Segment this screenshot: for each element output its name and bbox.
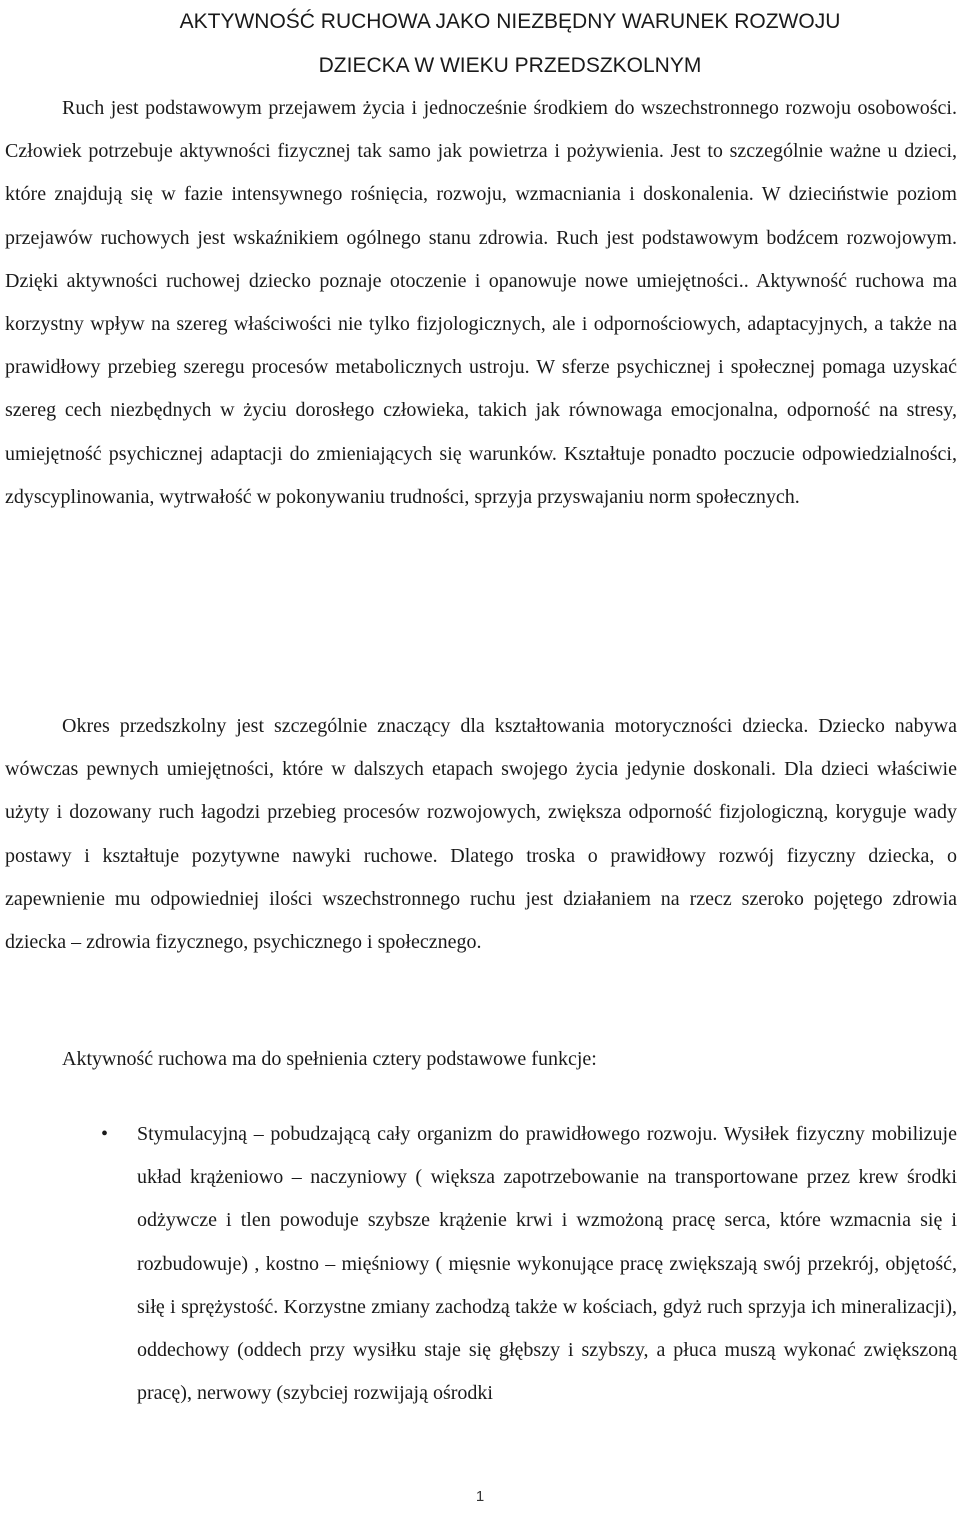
paragraph-preschool: Okres przedszkolny jest szczególnie znaczący dla kształtowania motoryczności dziecka. Dziecko nabywa wówczas pewnych umiejętności, które w dalszych etapach swojego życia jedynie doskonali. Dla dzieci właściwie użyty i dozowany ruch łagodzi przebieg procesów rozwojowych, zwiększa odporność fizjologiczną, koryguje wady postawy i kształtuje pozytywne nawyki ruchowe. Dlatego troska o prawidłowy rozwój fizyczny dziecka, o zapewnienie mu odpowiedniej ilości wszechstronnego ruchu jest działaniem na rzecz szeroko pojętego zdrowia dziecka – zdrowia fizycznego, psychicznego i społecznego. xyxy=(5,715,957,954)
paragraph-intro: Ruch jest podstawowym przejawem życia i jednocześnie środkiem do wszechstronnego rozwoju osobowości. Człowiek potrzebuje aktywności fizycznej tak samo jak powietrza i pożywienia. Jest to szczególnie ważne u dzieci, które znajdują się w fazie intensywnego rośnięcia, rozwoju, wzmacniania i doskonalenia. W dzieciństwie poziom przejawów ruchowych jest wskaźnikiem ogólnego stanu zdrowia. Ruch jest podstawowym bodźcem rozwojowym. Dzięki aktywności ruchowej dziecko poznaje otoczenie i opanowuje nowe umiejętności.. Aktywność ruchowa ma korzystny wpływ na szereg właściwości nie tylko fizjologicznych, ale i odpornościowych, adaptacyjnych, a także na prawidłowy przebieg szeregu procesów metabolicznych ustroju. W sferze psychicznej i społecznej pomaga uzyskać szereg cech niezbędnych w życiu dorosłego człowieka, takich jak równowaga emocjonalna, odporność na stresy, umiejętność psychicznej adaptacji do zmieniających się warunków. Kształtuje ponadto poczucie odpowiedzialności, zdyscyplinowania, wytrwałość w pokonywaniu trudności, sprzyja przyswajaniu norm społecznych. xyxy=(5,97,957,508)
page-number: 1 xyxy=(475,1488,485,1505)
paragraph-functions-intro: Aktywność ruchowa ma do spełnienia cztery podstawowe funkcje: xyxy=(62,1048,597,1070)
bullet-icon: • xyxy=(101,1123,109,1145)
functions-list xyxy=(0,1113,960,1415)
list-item xyxy=(0,1113,957,1415)
title-line-1: AKTYWNOŚĆ RUCHOWA JAKO NIEZBĘDNY WARUNEK ROZWOJU xyxy=(179,10,841,33)
title-line-2: DZIECKA W WIEKU PRZEDSZKOLNYM xyxy=(318,54,702,77)
list-item-text: Stymulacyjną – pobudzającą cały organizm do prawidłowego rozwoju. Wysiłek fizyczny mobilizuje układ krążeniowo – naczyniowy ( większa zapotrzebowanie na transportowane przez krew środki odżywcze i tlen powoduje szybsze krążenie krwi i wzmożoną pracę serca, które wzmacnia się i rozbudowuje) , kostno – mięśniowy ( mięsnie wykonujące pracę zwiększają swój przekrój, objętość, siłę i sprężystość. Korzystne zmiany zachodzą także w kościach, gdyż ruch sprzyja ich mineralizacji), oddechowy (oddech przy wysiłku staje się głębszy i szybszy, a płuca muszą wykonać zwiększoną pracę), nerwowy (szybciej rozwijają ośrodki xyxy=(137,1123,957,1405)
document-title xyxy=(0,0,960,88)
